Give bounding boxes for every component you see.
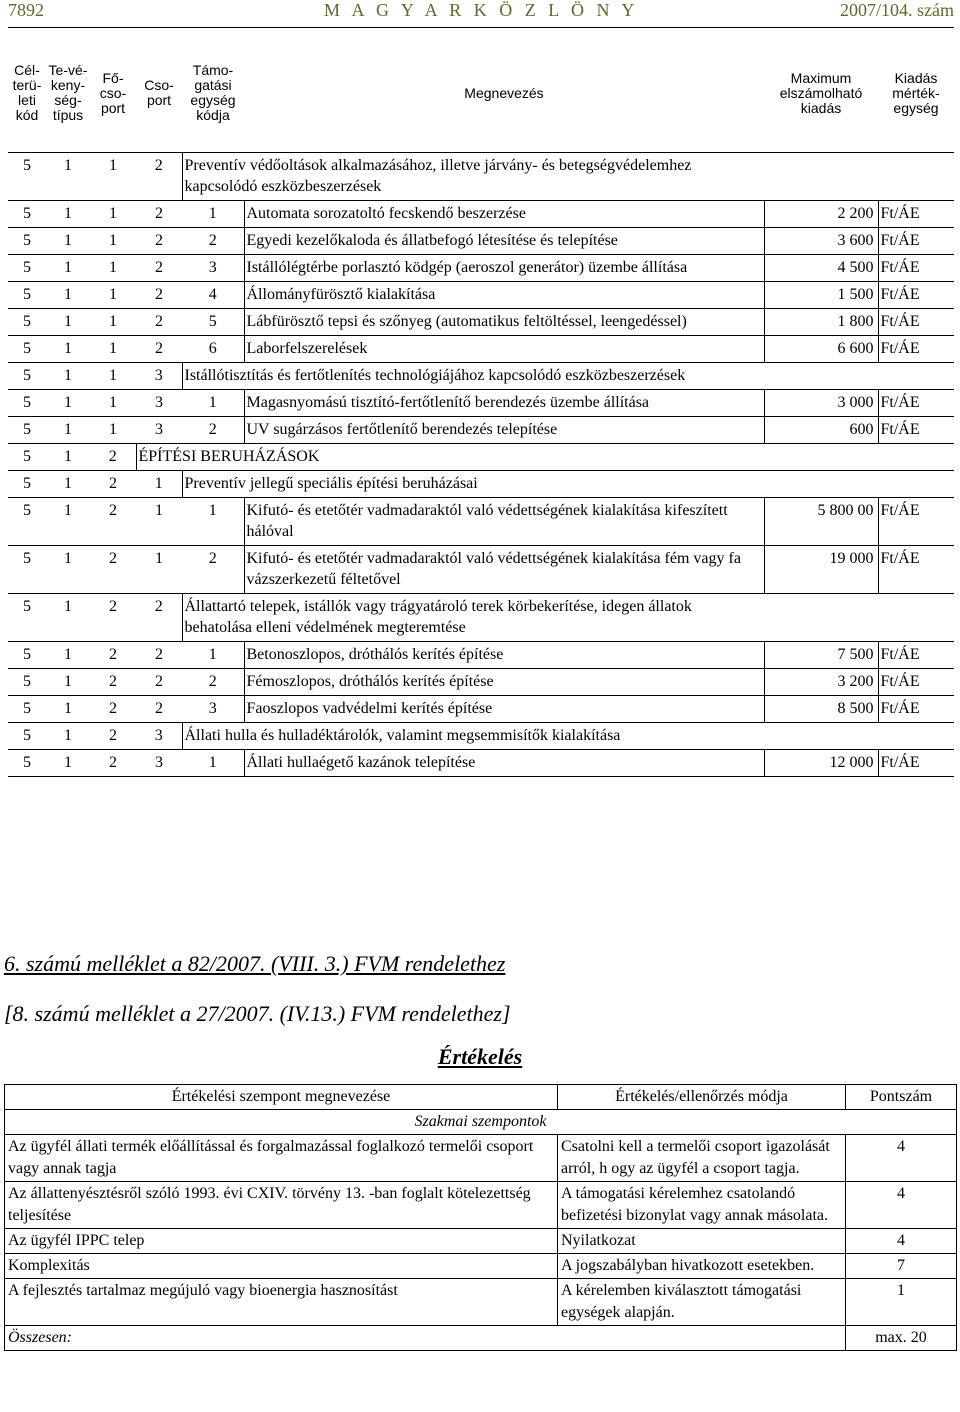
code-cell: 1 [182, 498, 244, 546]
eval-method: A jogszabályban hivatkozott esetekben. [558, 1254, 846, 1279]
code-cell: 6 [182, 336, 244, 363]
code-cell: 1 [46, 309, 90, 336]
page-number: 7892 [8, 0, 44, 20]
code-cell: 5 [8, 546, 46, 594]
code-cell: 1 [182, 201, 244, 228]
eval-header-method: Értékelés/ellenőrzés módja [558, 1085, 846, 1110]
amount-unit [878, 153, 954, 201]
eval-row [5, 1254, 957, 1279]
code-cell: 1 [46, 750, 90, 777]
code-cell: 1 [90, 228, 136, 255]
max-amount: 7 500 [764, 642, 878, 669]
code-cell: 5 [8, 153, 46, 201]
table-row [8, 471, 954, 498]
annex-reference: 6. számú melléklet a 82/2007. (VIII. 3.) FVM rendelethez [4, 951, 506, 976]
max-amount [764, 471, 878, 498]
col-header-tevekenyseg-tipus: Te-vé-keny-ség-típus [46, 34, 90, 153]
eval-points: 7 [846, 1254, 957, 1279]
annex-original-reference: [8. számú melléklet a 27/2007. (IV.13.) FVM rendelethez] [4, 1001, 511, 1026]
code-cell: 2 [90, 594, 136, 642]
amount-unit: Ft/ÁE [878, 669, 954, 696]
table-header-row [8, 34, 954, 153]
max-amount: 6 600 [764, 336, 878, 363]
amount-unit: Ft/ÁE [878, 282, 954, 309]
code-cell: 5 [8, 594, 46, 642]
table-row [8, 444, 954, 471]
code-cell: 1 [90, 255, 136, 282]
eval-criterion: Az ügyfél állati termék előállítással és forgalmazással foglalkozó termelői csoport vagy annak tagja [5, 1135, 558, 1182]
code-cell: 1 [136, 546, 182, 594]
item-description: Betonoszlopos, dróthálós kerítés építése [244, 642, 764, 669]
code-cell: 1 [46, 594, 90, 642]
max-amount: 2 200 [764, 201, 878, 228]
max-amount: 5 800 00 [764, 498, 878, 546]
col-header-maximum: Maximum elszámolható kiadás [764, 34, 878, 153]
code-cell: 2 [136, 696, 182, 723]
table-row [8, 282, 954, 309]
code-cell: 5 [8, 417, 46, 444]
max-amount: 4 500 [764, 255, 878, 282]
code-cell: 1 [136, 498, 182, 546]
code-cell: 2 [90, 723, 136, 750]
item-description: Preventív jellegű speciális építési beruházásai [182, 471, 764, 498]
code-cell: 4 [182, 282, 244, 309]
code-cell: 5 [8, 723, 46, 750]
code-cell: 1 [90, 417, 136, 444]
eval-points: 1 [846, 1279, 957, 1326]
item-description: Állattartó telepek, istállók vagy trágyatároló terek körbekerítése, idegen állatok behatolása elleni védelmének megteremtése [182, 594, 764, 642]
code-cell: 1 [46, 282, 90, 309]
eval-method: A kérelemben kiválasztott támogatási egységek alapján. [558, 1279, 846, 1326]
eval-criterion: Komplexitás [5, 1254, 558, 1279]
item-description: Kifutó- és etetőtér vadmadaraktól való védettségének kialakítása kifeszített hálóval [244, 498, 764, 546]
max-amount: 3 000 [764, 390, 878, 417]
publication-title: M A G Y A R K Ö Z L Ö N Y [324, 0, 639, 20]
page-header [8, 0, 954, 30]
code-cell: 1 [46, 471, 90, 498]
code-cell: 1 [46, 255, 90, 282]
max-amount: 19 000 [764, 546, 878, 594]
item-description: Állati hullaégető kazánok telepítése [244, 750, 764, 777]
table-row [8, 309, 954, 336]
code-cell: 1 [46, 417, 90, 444]
eval-criterion: Az állattenyésztésről szóló 1993. évi CXIV. törvény 13. -ban foglalt kötelezettség teljesítése [5, 1182, 558, 1229]
eval-section-row [5, 1110, 957, 1135]
col-header-csoport: Cso-port [136, 34, 182, 153]
item-description: Állományfürösztő kialakítása [244, 282, 764, 309]
code-cell: 1 [136, 471, 182, 498]
code-cell: 1 [90, 309, 136, 336]
max-amount: 3 600 [764, 228, 878, 255]
amount-unit [878, 594, 954, 642]
code-cell: 1 [46, 201, 90, 228]
amount-unit: Ft/ÁE [878, 228, 954, 255]
code-cell: 3 [136, 750, 182, 777]
table-row [8, 201, 954, 228]
code-cell: 3 [182, 255, 244, 282]
evaluation-table [4, 1084, 957, 1351]
amount-unit: Ft/ÁE [878, 201, 954, 228]
item-description: UV sugárzásos fertőtlenítő berendezés telepítése [244, 417, 764, 444]
item-description: Istállólégtérbe porlasztó ködgép (aeroszol generátor) üzembe állítása [244, 255, 764, 282]
code-cell: 3 [136, 390, 182, 417]
code-cell: 1 [46, 444, 90, 471]
code-cell: 5 [8, 750, 46, 777]
code-cell: 1 [46, 363, 90, 390]
code-cell: 5 [8, 201, 46, 228]
item-description: Magasnyomású tisztító-fertőtlenítő berendezés üzembe állítása [244, 390, 764, 417]
code-cell: 2 [136, 336, 182, 363]
item-description: Kifutó- és etetőtér vadmadaraktól való védettségének kialakítása fém vagy fa vázszerkezetű féltetővel [244, 546, 764, 594]
max-amount: 600 [764, 417, 878, 444]
amount-unit: Ft/ÁE [878, 546, 954, 594]
eval-row [5, 1229, 957, 1254]
code-cell: 5 [8, 498, 46, 546]
code-cell: 1 [46, 546, 90, 594]
code-cell: 2 [182, 228, 244, 255]
code-cell: 2 [90, 642, 136, 669]
eval-method: Csatolni kell a termelői csoport igazolását arról, h ogy az ügyfél a csoport tagja. [558, 1135, 846, 1182]
code-cell: 1 [90, 336, 136, 363]
table-row [8, 498, 954, 546]
code-cell: 2 [136, 255, 182, 282]
eval-row [5, 1279, 957, 1326]
code-cell: 1 [46, 336, 90, 363]
table-row [8, 363, 954, 390]
code-cell: 2 [90, 669, 136, 696]
max-amount: 1 800 [764, 309, 878, 336]
amount-unit: Ft/ÁE [878, 750, 954, 777]
amount-unit: Ft/ÁE [878, 255, 954, 282]
item-description: Állati hulla és hulladéktárolók, valamint megsemmisítők kialakítása [182, 723, 764, 750]
amount-unit: Ft/ÁE [878, 390, 954, 417]
eval-section-label: Szakmai szempontok [5, 1110, 957, 1135]
code-cell: 2 [136, 642, 182, 669]
table-row [8, 696, 954, 723]
code-cell: 5 [8, 642, 46, 669]
code-cell: 2 [136, 201, 182, 228]
item-description: Lábfürösztő tepsi és szőnyeg (automatikus feltöltéssel, leengedéssel) [244, 309, 764, 336]
item-description: Istállótisztítás és fertőtlenítés technológiájához kapcsolódó eszközbeszerzések [182, 363, 764, 390]
table-row [8, 255, 954, 282]
code-cell: 3 [136, 363, 182, 390]
eval-points: 4 [846, 1229, 957, 1254]
amount-unit [878, 471, 954, 498]
item-description: Preventív védőoltások alkalmazásához, illetve járvány- és betegségvédelemhez kapcsolódó eszközbeszerzések [182, 153, 764, 201]
code-cell: 1 [182, 390, 244, 417]
table-row [8, 546, 954, 594]
table-row [8, 750, 954, 777]
eval-header-row [5, 1085, 957, 1110]
amount-unit [878, 363, 954, 390]
code-cell: 1 [182, 750, 244, 777]
table-body [8, 153, 954, 777]
eval-total-value: max. 20 [846, 1326, 957, 1351]
code-cell: 2 [90, 471, 136, 498]
amount-unit [878, 723, 954, 750]
code-cell: 1 [46, 723, 90, 750]
code-cell: 5 [8, 228, 46, 255]
code-cell: 2 [182, 546, 244, 594]
code-cell: 1 [90, 201, 136, 228]
code-cell: 3 [136, 723, 182, 750]
code-cell: 1 [46, 390, 90, 417]
code-cell: 5 [8, 669, 46, 696]
code-cell: 1 [46, 696, 90, 723]
amount-unit [878, 444, 954, 471]
code-cell: 5 [8, 336, 46, 363]
code-cell: 5 [182, 309, 244, 336]
col-header-focsoport: Fő-cso-port [90, 34, 136, 153]
max-amount: 12 000 [764, 750, 878, 777]
code-cell: 2 [136, 153, 182, 201]
code-cell: 1 [182, 642, 244, 669]
col-header-megnevezes: Megnevezés [244, 34, 764, 153]
code-cell: 2 [182, 669, 244, 696]
item-description: Fémoszlopos, dróthálós kerítés építése [244, 669, 764, 696]
amount-unit: Ft/ÁE [878, 498, 954, 546]
eval-row [5, 1182, 957, 1229]
table-row [8, 336, 954, 363]
code-cell: 2 [90, 750, 136, 777]
code-cell: 1 [90, 390, 136, 417]
eval-criterion: A fejlesztés tartalmaz megújuló vagy bioenergia hasznosítást [5, 1279, 558, 1326]
code-cell: 1 [90, 153, 136, 201]
header-rule [8, 27, 954, 28]
code-cell: 2 [90, 696, 136, 723]
eval-body [5, 1110, 957, 1351]
code-cell: 1 [46, 153, 90, 201]
eval-points: 4 [846, 1135, 957, 1182]
table-row [8, 594, 954, 642]
code-cell: 1 [46, 228, 90, 255]
code-cell: 5 [8, 696, 46, 723]
code-cell: 1 [46, 498, 90, 546]
eval-criterion: Az ügyfél IPPC telep [5, 1229, 558, 1254]
code-cell: 1 [90, 282, 136, 309]
max-amount [764, 444, 878, 471]
eval-points: 4 [846, 1182, 957, 1229]
code-cell: 2 [136, 228, 182, 255]
eval-header-criterion: Értékelési szempont megnevezése [5, 1085, 558, 1110]
col-header-tamogatasi-egyseg: Támo-gatási egység kódja [182, 34, 244, 153]
code-cell: 2 [182, 417, 244, 444]
table-row [8, 153, 954, 201]
max-amount [764, 153, 878, 201]
max-amount [764, 363, 878, 390]
amount-unit: Ft/ÁE [878, 696, 954, 723]
eval-total-row [5, 1326, 957, 1351]
table-row [8, 642, 954, 669]
code-cell: 5 [8, 444, 46, 471]
code-cell: 1 [46, 642, 90, 669]
eval-method: Nyilatkozat [558, 1229, 846, 1254]
code-cell: 2 [136, 669, 182, 696]
code-cell: 1 [90, 363, 136, 390]
amount-unit: Ft/ÁE [878, 417, 954, 444]
table-row [8, 669, 954, 696]
eval-total-label: Összesen: [5, 1326, 846, 1351]
item-description: ÉPÍTÉSI BERUHÁZÁSOK [136, 444, 764, 471]
max-amount: 3 200 [764, 669, 878, 696]
max-amount [764, 594, 878, 642]
code-cell: 3 [182, 696, 244, 723]
table-row [8, 390, 954, 417]
code-cell: 5 [8, 390, 46, 417]
support-units-table [8, 34, 954, 777]
eval-method: A támogatási kérelemhez csatolandó befizetési bizonylat vagy annak másolata. [558, 1182, 846, 1229]
code-cell: 2 [90, 546, 136, 594]
code-cell: 5 [8, 471, 46, 498]
code-cell: 2 [90, 498, 136, 546]
amount-unit: Ft/ÁE [878, 336, 954, 363]
code-cell: 5 [8, 309, 46, 336]
item-description: Automata sorozatoltó fecskendő beszerzése [244, 201, 764, 228]
code-cell: 5 [8, 363, 46, 390]
table-row [8, 417, 954, 444]
item-description: Egyedi kezelőkaloda és állatbefogó létesítése és telepítése [244, 228, 764, 255]
issue-number: 2007/104. szám [840, 0, 954, 20]
max-amount: 8 500 [764, 696, 878, 723]
code-cell: 5 [8, 255, 46, 282]
max-amount: 1 500 [764, 282, 878, 309]
eval-row [5, 1135, 957, 1182]
amount-unit: Ft/ÁE [878, 309, 954, 336]
table-row [8, 228, 954, 255]
code-cell: 2 [136, 594, 182, 642]
code-cell: 5 [8, 282, 46, 309]
col-header-celteruleti-kod: Cél-terü-leti kód [8, 34, 46, 153]
code-cell: 3 [136, 417, 182, 444]
code-cell: 2 [90, 444, 136, 471]
evaluation-title: Értékelés [437, 1044, 523, 1069]
max-amount [764, 723, 878, 750]
amount-unit: Ft/ÁE [878, 642, 954, 669]
item-description: Faoszlopos vadvédelmi kerítés építése [244, 696, 764, 723]
code-cell: 2 [136, 282, 182, 309]
table-row [8, 723, 954, 750]
col-header-mertekegyseg: Kiadás mérték-egység [878, 34, 954, 153]
code-cell: 1 [46, 669, 90, 696]
eval-header-points: Pontszám [846, 1085, 957, 1110]
item-description: Laborfelszerelések [244, 336, 764, 363]
code-cell: 2 [136, 309, 182, 336]
